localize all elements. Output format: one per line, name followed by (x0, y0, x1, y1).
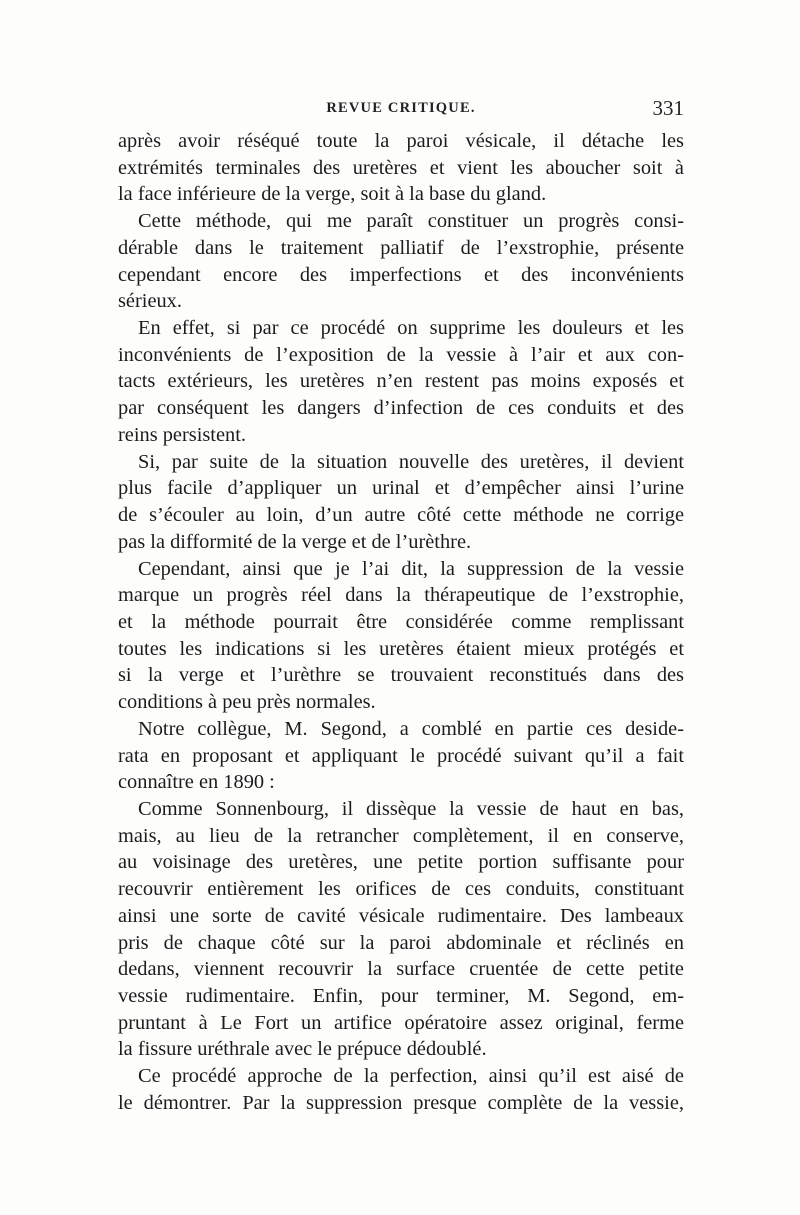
text-line: si la verge et l’urèthre se trouvaient reconstitués dans des (118, 664, 684, 687)
text-line: connaître en 1890 : (118, 771, 275, 794)
text-line: Ce procédé approche de la perfection, ainsi qu’il est aisé de (138, 1065, 684, 1088)
text-line: dedans, viennent recouvrir la surface cruentée de cette petite (118, 958, 684, 981)
text-line: extrémités terminales des uretères et vient les aboucher soit à (118, 156, 684, 179)
text-line: et la méthode pourrait être considérée comme remplissant (118, 610, 684, 633)
text-line: conditions à peu près normales. (118, 691, 376, 714)
text-line: inconvénients de l’exposition de la vessie à l’air et aux con- (118, 343, 684, 366)
text-line: Cette méthode, qui me paraît constituer un progrès consi- (138, 210, 684, 233)
body-text (118, 128, 684, 1117)
running-title: REVUE CRITIQUE. (326, 100, 476, 116)
text-line: cependant encore des imperfections et des inconvénients (118, 263, 684, 286)
text-line: la fissure uréthrale avec le prépuce dédoublé. (118, 1038, 487, 1061)
text-line: toutes les indications si les uretères étaient mieux protégés et (118, 637, 684, 660)
text-line: la face inférieure de la verge, soit à la base du gland. (118, 183, 547, 206)
text-line: En effet, si par ce procédé on supprime les douleurs et les (138, 317, 684, 340)
text-line: le démontrer. Par la suppression presque complète de la vessie, (118, 1091, 684, 1114)
text-line: après avoir réséqué toute la paroi vésicale, il détache les (118, 130, 684, 152)
page-number: 331 (652, 96, 684, 120)
text-line: Comme Sonnenbourg, il dissèque la vessie de haut en bas, (138, 797, 684, 820)
text-line: dérable dans le traitement palliatif de l’exstrophie, présente (118, 236, 684, 259)
text-line: pris de chaque côté sur la paroi abdominale et réclinés en (118, 931, 684, 954)
text-line: pas la difformité de la verge et de l’urèthre. (118, 530, 472, 553)
text-line: plus facile d’appliquer un urinal et d’empêcher ainsi l’urine (118, 477, 684, 500)
text-line: Notre collègue, M. Segond, a comblé en partie ces deside- (138, 717, 684, 740)
text-line: recouvrir entièrement les orifices de ces conduits, constituant (118, 878, 684, 901)
text-line: tacts extérieurs, les uretères n’en restent pas moins exposés et (118, 370, 684, 393)
text-line: vessie rudimentaire. Enfin, pour terminer, M. Segond, em- (118, 985, 684, 1007)
text-line: au voisinage des uretères, une petite portion suffisante pour (118, 851, 684, 874)
text-line: rata en proposant et appliquant le procédé suivant qu’il a fait (118, 744, 684, 767)
text-line: reins persistent. (118, 423, 246, 446)
text-line: ainsi une sorte de cavité vésicale rudimentaire. Des lambeaux (118, 904, 684, 927)
text-line: pruntant à Le Fort un artifice opératoire assez original, ferme (118, 1011, 684, 1034)
text-line: Cependant, ainsi que je l’ai dit, la suppression de la vessie (138, 557, 684, 580)
text-line: par conséquent les dangers d’infection de ces conduits et des (118, 397, 684, 420)
text-line: Si, par suite de la situation nouvelle des uretères, il devient (138, 450, 684, 473)
text-line: de s’écouler au loin, d’un autre côté cette méthode ne corrige (118, 504, 684, 527)
text-line: marque un progrès réel dans la thérapeutique de l’exstrophie, (118, 584, 684, 607)
page-header (118, 96, 684, 126)
text-line: mais, au lieu de la retrancher complètement, il en conserve, (118, 824, 684, 847)
text-line: sérieux. (118, 290, 182, 313)
